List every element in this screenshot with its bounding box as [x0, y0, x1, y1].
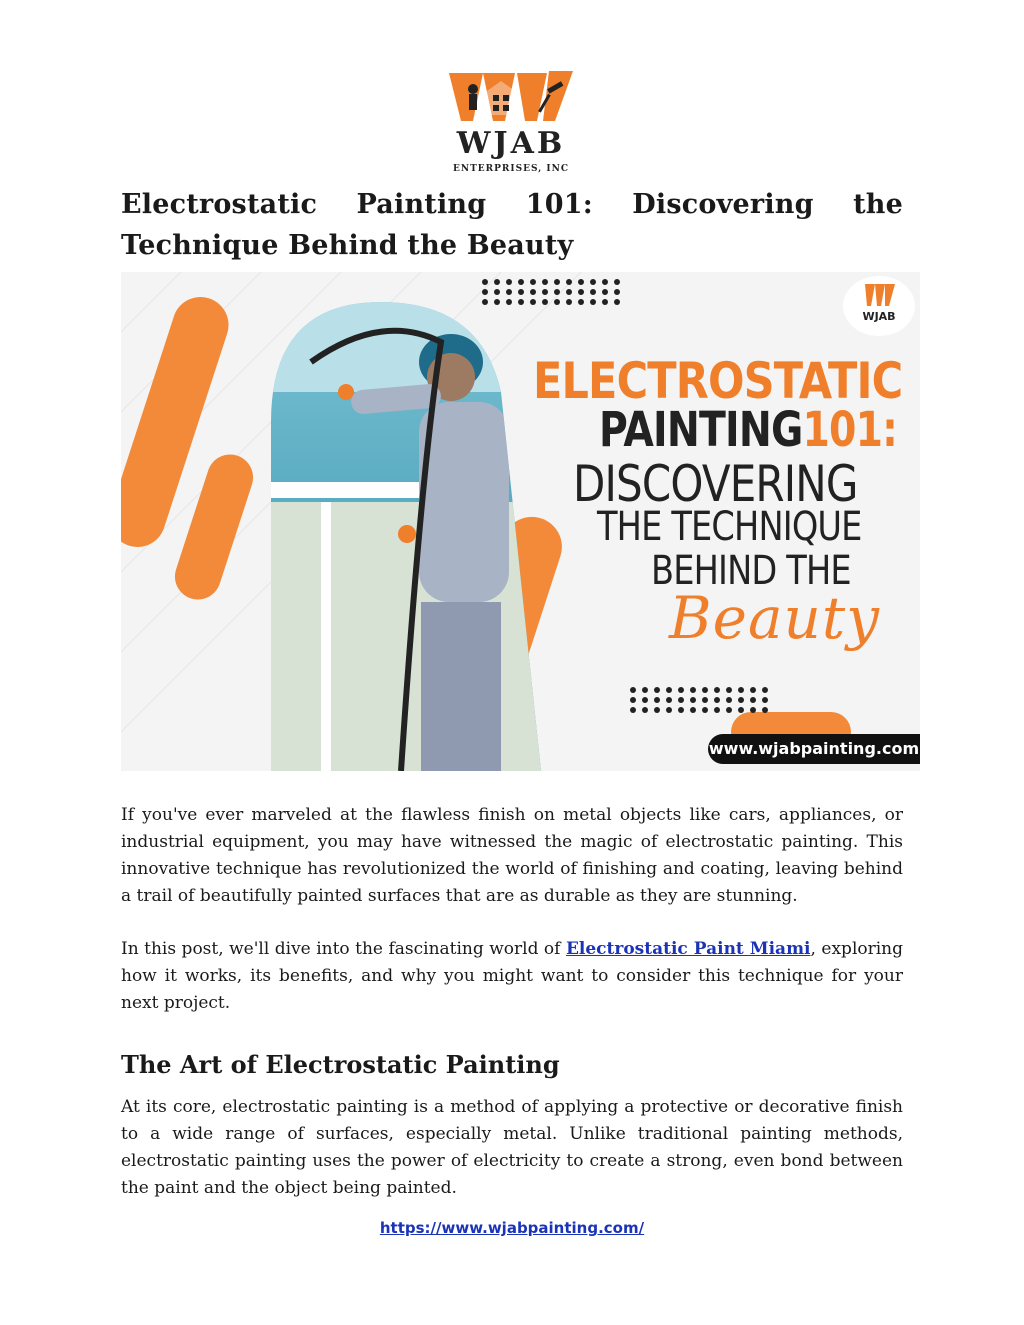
post-overview-paragraph: In this post, we'll dive into the fascinating world of Electrostatic Paint Miami, exploring how it works, its benefits, and why you might want to consider this technique for your next project.: [121, 939, 904, 1013]
company-logo: [443, 63, 579, 178]
page-title: Electrostatic Painting 101: Discovering the Technique Behind the Beauty: [121, 189, 903, 261]
hero-line-1: ELECTROSTATIC: [533, 352, 903, 410]
footer-website-link[interactable]: https://www.wjabpainting.com/: [379, 1219, 645, 1237]
intro-paragraph: If you've ever marveled at the flawless finish on metal objects like cars, appliances, or industrial equipment, you may have witnessed the magic of electrostatic painting. This innovative technique has revolutionized the world of finishing and coating, leaving behind a trail of beautifully painted surfaces that are as durable as they are stunning.: [121, 805, 903, 906]
svg-text:ENTERPRISES, INC: ENTERPRISES, INC: [453, 164, 569, 174]
hero-line-3: DISCOVERING: [573, 455, 858, 513]
hero-line-5: BEHIND THE: [651, 548, 851, 594]
hero-line-6: Beauty: [669, 584, 880, 652]
wjab-small-logo-icon: [843, 276, 915, 336]
hero-banner: [121, 272, 920, 771]
section-heading: The Art of Electrostatic Painting: [121, 1050, 560, 1079]
hero-line-2: PAINTING101:: [599, 402, 898, 458]
electrostatic-paint-miami-link[interactable]: Electrostatic Paint Miami: [565, 939, 811, 959]
section-paragraph: At its core, electrostatic painting is a method of applying a protective or decorative finish to a wide range of surfaces, especially metal. Unlike traditional painting methods, electrostatic painting uses the power of electricity to create a strong, even bond between the paint and the object being painted.: [121, 1097, 903, 1198]
wjab-house-logo-icon: [443, 63, 579, 178]
corner-logo: [843, 276, 915, 336]
hero-line-4: THE TECHNIQUE: [597, 504, 862, 550]
svg-text:WJAB: WJAB: [456, 126, 566, 161]
website-badge: www.wjabpainting.com: [708, 734, 920, 764]
svg-text:WJAB: WJAB: [862, 310, 896, 323]
